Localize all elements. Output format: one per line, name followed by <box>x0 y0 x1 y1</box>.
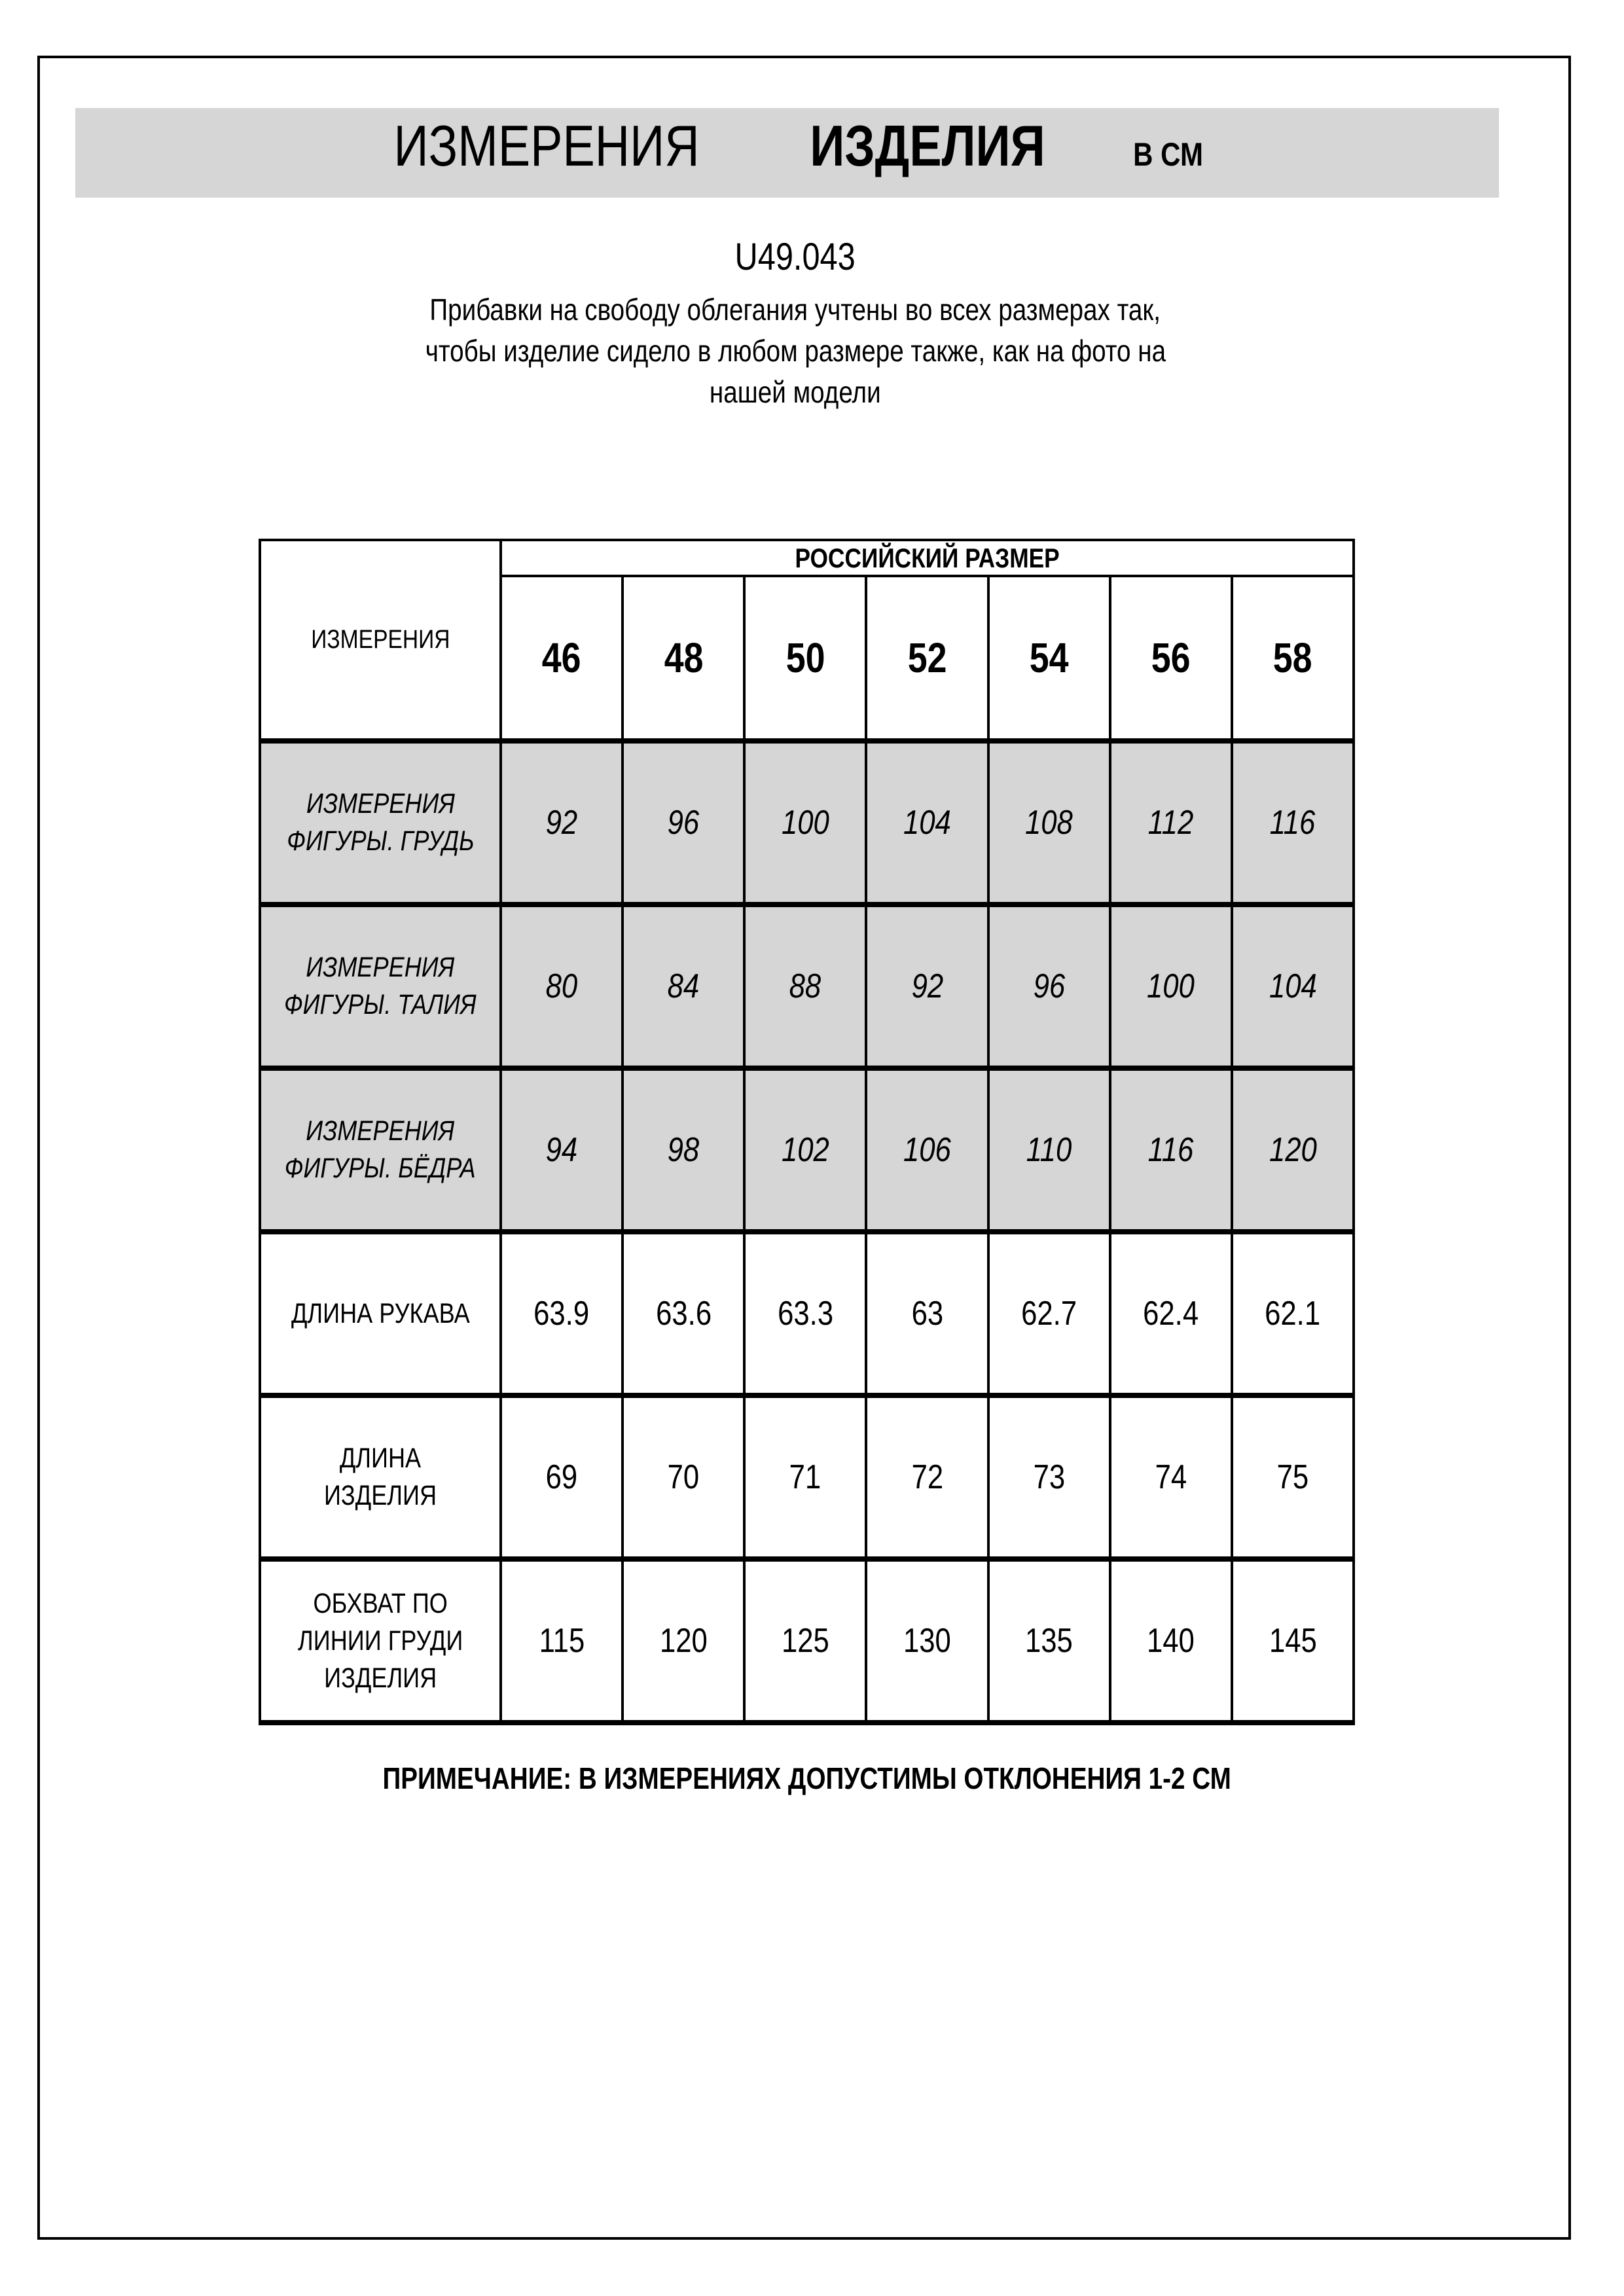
size-group-header-row <box>260 540 1354 576</box>
row-label-cell <box>260 1232 501 1395</box>
measurement-value-cell: 62.1 <box>1232 1232 1354 1395</box>
fit-description-line: нашей модели <box>710 375 881 409</box>
measurement-value-cell: 69 <box>501 1395 623 1559</box>
measurement-value-cell: 96 <box>988 905 1110 1068</box>
row-label-line: ИЗМЕРЕНИЯ <box>306 952 455 983</box>
size-column-header-cell: 54 <box>988 576 1110 741</box>
measurement-value-cell: 115 <box>501 1559 623 1723</box>
measurement-value-cell: 130 <box>866 1559 988 1723</box>
table-row <box>260 741 1354 905</box>
russian-size-header-cell <box>501 540 1354 576</box>
measurement-value-cell: 92 <box>501 741 623 905</box>
size-column-header-cell: 46 <box>501 576 623 741</box>
row-label-line: ДЛИНА РУКАВА <box>291 1297 470 1329</box>
size-column-header-cell: 58 <box>1232 576 1354 741</box>
measurement-value-cell: 120 <box>1232 1068 1354 1232</box>
size-table <box>259 539 1355 1725</box>
size-column-header-cell: 56 <box>1110 576 1232 741</box>
fit-description-line: Прибавки на свободу облегания учтены во всех размерах так, <box>429 293 1161 327</box>
row-label-cell <box>260 1395 501 1559</box>
measurement-value-cell: 88 <box>744 905 866 1068</box>
row-label-line: ДЛИНА ИЗДЕЛИЯ <box>323 1443 437 1511</box>
measurement-value-cell: 125 <box>744 1559 866 1723</box>
russian-size-header-label: РОССИЙСКИЙ РАЗМЕР <box>795 542 1060 573</box>
measurement-value-cell: 106 <box>866 1068 988 1232</box>
measurement-value-cell: 62.7 <box>988 1232 1110 1395</box>
measurement-value-cell: 104 <box>1232 905 1354 1068</box>
row-label-cell <box>260 905 501 1068</box>
tolerance-note <box>259 1761 1355 1796</box>
measurement-value-cell: 92 <box>866 905 988 1068</box>
measurement-value-cell: 62.4 <box>1110 1232 1232 1395</box>
measurement-value-cell: 75 <box>1232 1395 1354 1559</box>
measurement-value-cell: 110 <box>988 1068 1110 1232</box>
measurement-value-cell: 80 <box>501 905 623 1068</box>
measurement-value-cell: 135 <box>988 1559 1110 1723</box>
title-units: В СМ <box>1133 136 1203 173</box>
measurement-value-cell: 100 <box>744 741 866 905</box>
measurement-value-cell: 84 <box>623 905 744 1068</box>
size-column-header-cell: 50 <box>744 576 866 741</box>
measurement-value-cell: 96 <box>623 741 744 905</box>
row-label-line: ИЗМЕРЕНИЯ <box>306 1115 455 1147</box>
measurement-value-cell: 72 <box>866 1395 988 1559</box>
measurement-value-cell: 63.6 <box>623 1232 744 1395</box>
measurement-value-cell: 63.9 <box>501 1232 623 1395</box>
measurements-column-header-cell <box>260 540 501 741</box>
size-column-header-cell: 52 <box>866 576 988 741</box>
row-label-line: ЛИНИИ ГРУДИ <box>297 1624 463 1657</box>
measurement-value-cell: 71 <box>744 1395 866 1559</box>
tolerance-note-text: ПРИМЕЧАНИЕ: В ИЗМЕРЕНИЯХ ДОПУСТИМЫ ОТКЛОНЕНИЯ 1-2 СМ <box>382 1761 1231 1795</box>
measurement-value-cell: 108 <box>988 741 1110 905</box>
row-label-cell <box>260 741 501 905</box>
fit-description-line: чтобы изделие сидело в любом размере также, как на фото на <box>425 334 1166 368</box>
measurement-value-cell: 63 <box>866 1232 988 1395</box>
measurement-value-cell: 104 <box>866 741 988 905</box>
row-label-cell <box>260 1068 501 1232</box>
measurement-value-cell: 100 <box>1110 905 1232 1068</box>
table-row <box>260 1068 1354 1232</box>
table-row <box>260 1395 1354 1559</box>
row-label-line: ФИГУРЫ. ТАЛИЯ <box>284 989 477 1020</box>
measurement-value-cell: 116 <box>1110 1068 1232 1232</box>
table-row <box>260 1559 1354 1723</box>
measurement-value-cell: 98 <box>623 1068 744 1232</box>
measurement-value-cell: 73 <box>988 1395 1110 1559</box>
size-column-header-cell: 48 <box>623 576 744 741</box>
measurement-value-cell: 145 <box>1232 1559 1354 1723</box>
product-code-text: U49.043 <box>734 236 856 278</box>
row-label-line: ФИГУРЫ. БЁДРА <box>285 1153 476 1184</box>
measurement-value-cell: 94 <box>501 1068 623 1232</box>
title-measurements: ИЗМЕРЕНИЯ <box>393 113 700 178</box>
measurement-value-cell: 102 <box>744 1068 866 1232</box>
measurement-value-cell: 116 <box>1232 741 1354 905</box>
measurement-value-cell: 120 <box>623 1559 744 1723</box>
measurement-value-cell: 140 <box>1110 1559 1232 1723</box>
measurement-value-cell: 63.3 <box>744 1232 866 1395</box>
title-band <box>75 108 1499 198</box>
title-product: ИЗДЕЛИЯ <box>810 113 1045 178</box>
measurements-column-header-label: ИЗМЕРЕНИЯ <box>310 625 450 654</box>
row-label-line: ОБХВАТ ПО <box>313 1587 448 1619</box>
measurement-value-cell: 70 <box>623 1395 744 1559</box>
measurement-value-cell: 112 <box>1110 741 1232 905</box>
row-label-cell <box>260 1559 501 1723</box>
table-row <box>260 1232 1354 1395</box>
table-row <box>260 905 1354 1068</box>
row-label-line: ИЗДЕЛИЯ <box>323 1662 437 1694</box>
product-code <box>259 234 1332 280</box>
fit-description <box>193 289 1398 413</box>
row-label-line: ФИГУРЫ. ГРУДЬ <box>286 825 475 857</box>
row-label-line: ИЗМЕРЕНИЯ <box>306 788 455 819</box>
measurement-value-cell: 74 <box>1110 1395 1232 1559</box>
